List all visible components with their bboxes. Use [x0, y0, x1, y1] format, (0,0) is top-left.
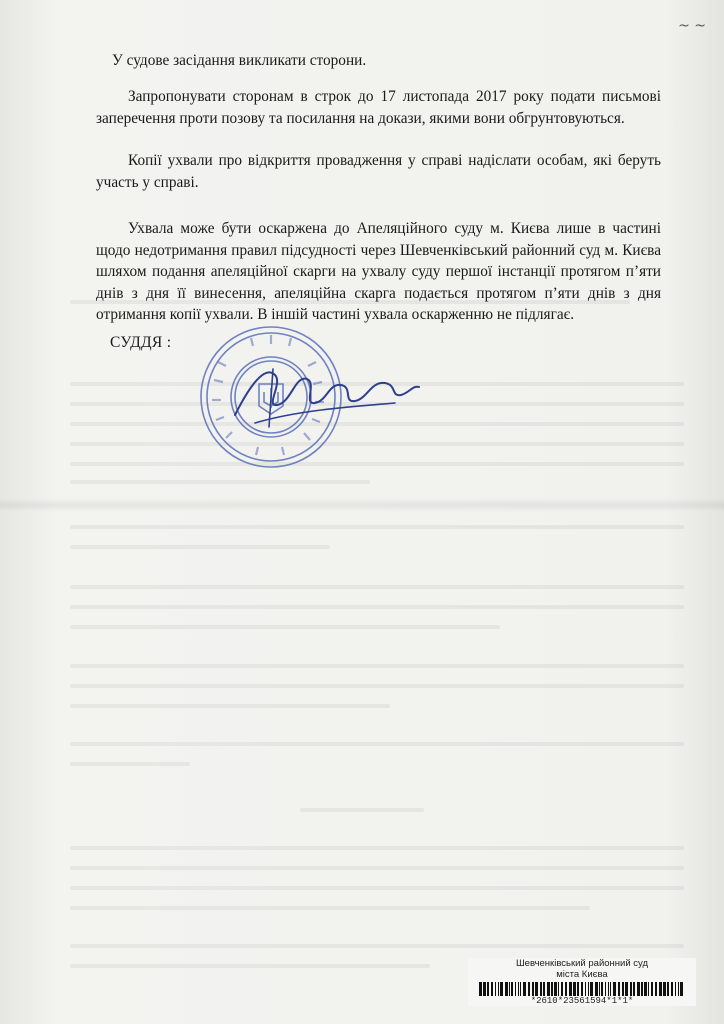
barcode-bar — [595, 982, 598, 996]
barcode-bar — [613, 982, 616, 996]
barcode-bar — [585, 982, 586, 996]
barcode-bar — [547, 982, 550, 996]
paragraph-send-copies: Копії ухвали про відкриття провадження у справі надіслати особам, які беруть участь у справі. — [96, 152, 661, 191]
bleed-through-line — [70, 462, 684, 466]
barcode-bar — [651, 982, 653, 996]
barcode-bar — [487, 982, 489, 996]
paragraph-summon-parties: У судове засідання викликати сторони. — [112, 52, 367, 69]
barcode-bar — [509, 982, 510, 996]
barcode-bar — [588, 982, 589, 996]
bleed-through-line — [70, 944, 684, 948]
bleed-through-line — [70, 545, 330, 549]
bleed-through-line — [70, 762, 190, 766]
bleed-through-line — [70, 906, 590, 910]
court-name-label: Шевченківський районний суд — [515, 958, 649, 969]
barcode-bar — [511, 982, 513, 996]
barcode-number: *2610*23561594*1*1* — [530, 996, 634, 1006]
barcode-bar — [528, 982, 530, 996]
barcode-bar — [479, 982, 482, 996]
bleed-through-line — [70, 866, 684, 870]
registry-stamp — [468, 958, 696, 1006]
barcode-bar — [523, 982, 526, 996]
barcode-bar — [543, 982, 545, 996]
barcode-bar — [608, 982, 609, 996]
barcode-bar — [483, 982, 486, 996]
barcode-bar — [565, 982, 567, 996]
corner-mark: ~ ~ — [678, 18, 706, 34]
barcode-bar — [678, 982, 679, 996]
barcode-bar — [622, 982, 624, 996]
bleed-through-line — [70, 846, 684, 850]
bleed-through-line — [70, 704, 390, 708]
barcode-bar — [540, 982, 542, 996]
barcode-bar — [532, 982, 534, 996]
paper-fold — [0, 498, 724, 512]
judge-label: СУДДЯ : — [110, 334, 172, 351]
barcode-bar — [630, 982, 632, 996]
barcode-bar — [551, 982, 553, 996]
barcode-bar — [648, 982, 649, 996]
barcode-bar — [605, 982, 606, 996]
court-city-label: міста Києва — [556, 969, 608, 980]
barcode-bar — [599, 982, 600, 996]
paragraph-objections-deadline: Запропонувати сторонам в строк до 17 листопада 2017 року подати письмові заперечення проти позову та посилання на докази, якими вони обгрунтовуються. — [96, 88, 661, 127]
bleed-through-line — [70, 684, 684, 688]
barcode-bar — [667, 982, 669, 996]
bleed-through-line — [70, 886, 684, 890]
barcode-bar — [515, 982, 516, 996]
barcode-bar — [495, 982, 496, 996]
barcode-bar — [618, 982, 620, 996]
barcode-bar — [680, 982, 683, 996]
barcode-bar — [535, 982, 538, 996]
barcode-bar — [554, 982, 557, 996]
bleed-through-line — [70, 585, 684, 589]
barcode-bar — [491, 982, 493, 996]
barcode-bar — [675, 982, 676, 996]
barcode-bar — [505, 982, 508, 996]
barcode-bar — [581, 982, 583, 996]
paragraph-appeal-procedure: Ухвала може бути оскаржена до Апеляційного суду м. Києва лише в частині щодо недотримання правил підсудності через Шевченківський районний суд м. Києва шляхом подання апеляційної скарги на ухвалу суду першої інстанції протягом п’яти днів з дня її винесення, апеляційна скарга подається протягом п’яти днів з дня отримання копії ухвали. В іншій частині ухвала оскарженню не підлягає. — [96, 220, 661, 323]
bleed-through-line — [70, 480, 370, 484]
bleed-through-line — [70, 664, 684, 668]
barcode-bar — [518, 982, 519, 996]
bleed-through-line — [70, 605, 684, 609]
barcode-bar — [561, 982, 563, 996]
judge-signature-icon — [225, 345, 425, 435]
barcode-bar — [610, 982, 611, 996]
barcode-bar — [663, 982, 666, 996]
barcode-bar — [569, 982, 572, 996]
bleed-through-line — [70, 964, 430, 968]
barcode-bar — [558, 982, 559, 996]
barcode-bar — [577, 982, 579, 996]
barcode-bar — [655, 982, 657, 996]
bleed-through-line — [70, 525, 684, 529]
barcode-bar — [641, 982, 643, 996]
bleed-through-line — [70, 442, 684, 446]
barcode-bar — [659, 982, 662, 996]
bleed-through-line — [70, 625, 500, 629]
barcode-bar — [671, 982, 673, 996]
barcode-bar — [644, 982, 647, 996]
barcode-bar — [637, 982, 640, 996]
barcode-bar — [590, 982, 593, 996]
barcode-bar — [633, 982, 635, 996]
barcode-icon — [477, 982, 687, 996]
barcode-bar — [625, 982, 628, 996]
barcode-bar — [520, 982, 521, 996]
barcode-bar — [601, 982, 603, 996]
barcode-bar — [498, 982, 499, 996]
bleed-through-line — [70, 742, 684, 746]
barcode-bar — [573, 982, 576, 996]
bleed-through-line — [300, 808, 424, 812]
barcode-bar — [500, 982, 503, 996]
